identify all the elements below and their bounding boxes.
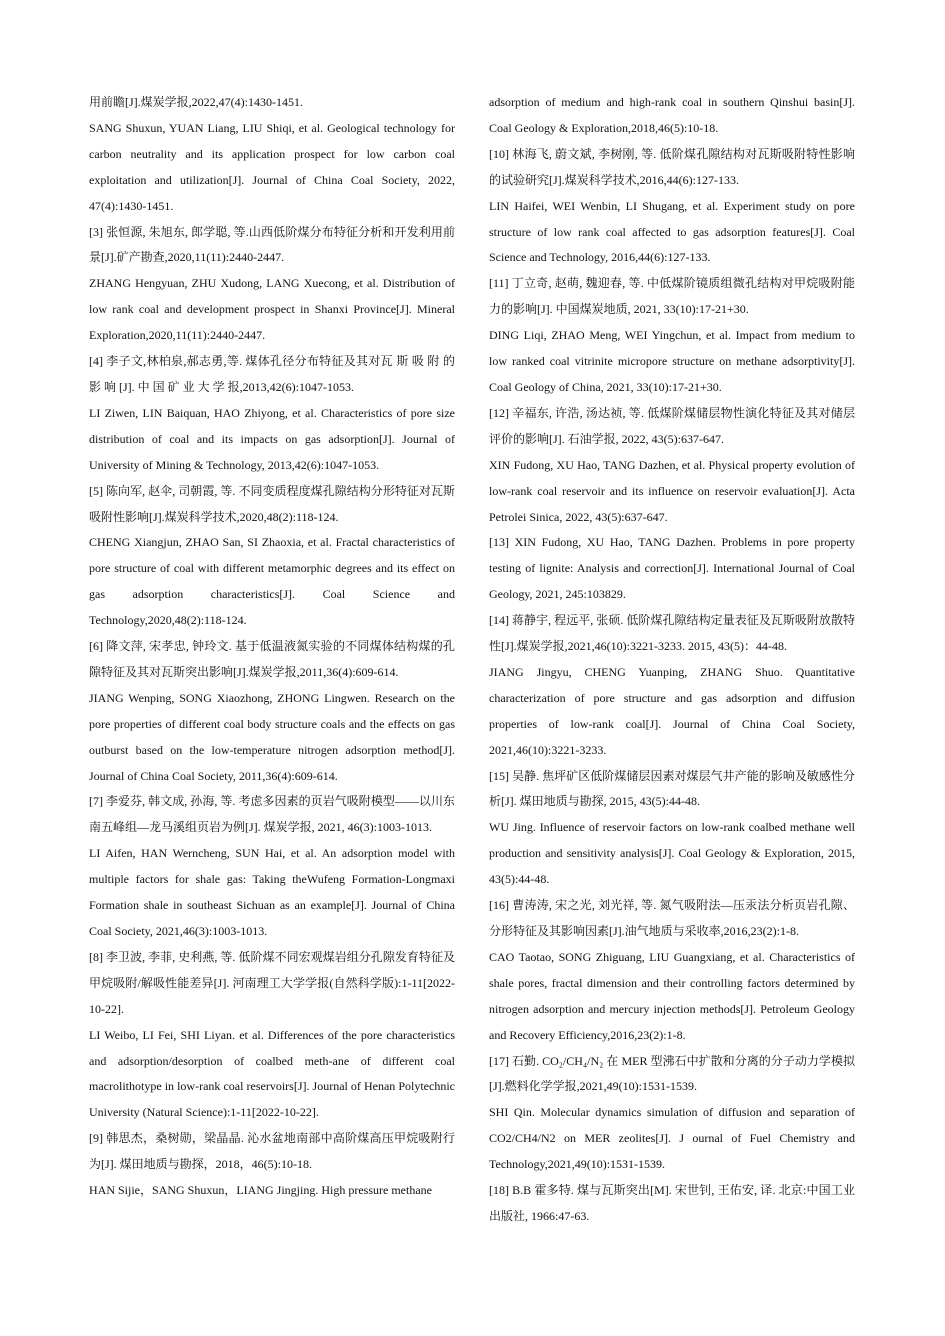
reference-entry: [14] 蒋静宇, 程远平, 张硕. 低阶煤孔隙结构定量表征及瓦斯吸附放散特性[J].煤炭学报,2021,46(10):3221-3233. 2015, 43(5)：44-48. <box>489 613 855 654</box>
reference-entry: [4] 李子文,林柏泉,郝志勇,等. 煤体孔径分布特征及其对瓦 斯 吸 附 的 影 响 [J]. 中 国 矿 业 大 学 报,2013,42(6):1047-1053. <box>89 354 455 394</box>
reference-entry: [10] 林海飞, 蔚文斌, 李树刚, 等. 低阶煤孔隙结构对瓦斯吸附特性影响的试验研究[J].煤炭科学技术,2016,44(6):127-133. <box>489 146 855 187</box>
reference-entry: [3] 张恒源, 朱旭东, 郎学聪, 等.山西低阶煤分布特征分析和开发利用前景[J].矿产勘查,2020,11(11):2440-2447. <box>89 224 455 265</box>
reference-entry: ZHANG Hengyuan, ZHU Xudong, LANG Xuecong, et al. Distribution of low rank coal and development prospect in Shanxi Province[J]. Mineral Exploration,2020,11(11):2440-2447. <box>89 276 455 343</box>
reference-entry: CAO Taotao, SONG Zhiguang, LIU Guangxiang, et al. Characteristics of shale pores, fractal dimension and their controlling factors determined by nitrogen adsorption and mercury injection methods[J]. Petroleum Geology and Recovery Efficiency,2016,23(2):1-8. <box>489 949 855 1042</box>
reference-entry: [7] 李爱芬, 韩文成, 孙海, 等. 考虑多因素的页岩气吸附模型——以川东南五峰组—龙马溪组页岩为例[J]. 煤炭学报, 2021, 46(3):1003-1013. <box>89 794 455 835</box>
reference-entry: SANG Shuxun, YUAN Liang, LIU Shiqi, et al. Geological technology for carbon neutrality and its application prospect for low carbon coal exploitation and utilization[J]. Journal of China Coal Society, 2022, 47(4):1430-1451. <box>89 120 455 213</box>
reference-entry: JIANG Jingyu, CHENG Yuanping, ZHANG Shuo. Quantitative characterization of pore structure and gas adsorption and diffusion properties of low-rank coal[J]. Journal of China Coal Society, 2021,46(10):3221-3233. <box>489 664 855 757</box>
reference-entry: LIN Haifei, WEI Wenbin, LI Shugang, et al. Experiment study on pore structure of low rank coal affected to gas adsorption features[J]. Coal Science and Technology, 2016,44(6):127-133. <box>489 198 855 265</box>
reference-entry: [13] XIN Fudong, XU Hao, TANG Dazhen. Problems in pore property testing of lignite: Analysis and correction[J]. International Journal of Coal Geology, 2021, 245:103829. <box>489 535 855 602</box>
reference-entry: [5] 陈向军, 赵伞, 司朝霞, 等. 不同变质程度煤孔隙结构分形特征对瓦斯吸附性影响[J].煤炭科学技术,2020,48(2):118-124. <box>89 483 455 524</box>
reference-entry: [11] 丁立奇, 赵萌, 魏迎春, 等. 中低煤阶镜质组微孔结构对甲烷吸附能力的影响[J]. 中国煤炭地质, 2021, 33(10):17-21+30. <box>489 276 855 317</box>
reference-entry: CHENG Xiangjun, ZHAO San, SI Zhaoxia, et al. Fractal characteristics of pore structure of coal with different metamorphic degrees and its effect on gas adsorption characteristics[J]. Coal Science and Technology,2020,48(2):118-124. <box>89 535 455 628</box>
reference-entry: [8] 李卫波, 李菲, 史利燕, 等. 低阶煤不同宏观煤岩组分孔隙发育特征及甲烷吸附/解吸性能差异[J]. 河南理工大学学报(自然科学版):1-11[2022-10-22]. <box>89 949 455 1016</box>
reference-entry: LI Weibo, LI Fei, SHI Liyan. et al. Differences of the pore characteristics and adsorption/desorption of coalbed meth‐ane of different coal macrolithotype in low-rank coal reservoirs[J]. Journal of Henan Polytechnic University (Natural Science):1-11[2022-10-22]. <box>89 1027 455 1120</box>
reference-entry: XIN Fudong, XU Hao, TANG Dazhen, et al. Physical property evolution of low-rank coal reservoir and its influence on reservoir evaluation[J]. Acta Petrolei Sinica, 2022, 43(5):637-647. <box>489 457 855 524</box>
reference-entry: HAN Sijie，SANG Shuxun，LIANG Jingjing. High pressure methane <box>89 1183 432 1198</box>
reference-entry: [18] B.B 霍多特. 煤与瓦斯突出[M]. 宋世钊, 王佑安, 译. 北京:中国工业出版社, 1966:47-63. <box>489 1183 855 1223</box>
reference-entry: [6] 降文萍, 宋孝忠, 钟玲文. 基于低温液氮实验的不同煤体结构煤的孔隙特征及其对瓦斯突出影响[J].煤炭学报,2011,36(4):609-614. <box>89 639 455 679</box>
reference-entry: LI Ziwen, LIN Baiquan, HAO Zhiyong, et al. Characteristics of pore size distribution of coal and its impacts on gas adsorption[J]. Journal of University of Mining & Technology, 2013,42(6):1047-1053. <box>89 405 455 472</box>
reference-entry: adsorption of medium and high-rank coal in southern Qinshui basin[J]. Coal Geology & Exploration,2018,46(5):10-18. <box>489 95 855 135</box>
reference-entry: 用前瞻[J].煤炭学报,2022,47(4):1430-1451. <box>89 95 303 109</box>
reference-entry: JIANG Wenping, SONG Xiaozhong, ZHONG Lingwen. Research on the pore properties of different coal body structure coals and the effects on gas outburst based on the low-temperature nitrogen adsorption method[J]. Journal of China Coal Society, 2011,36(4):609-614. <box>89 690 455 783</box>
reference-entry: [9] 韩思杰，桑树勋，梁晶晶. 沁水盆地南部中高阶煤高压甲烷吸附行为[J]. 煤田地质与勘探，2018，46(5):10-18. <box>89 1131 455 1172</box>
reference-entry: WU Jing. Influence of reservoir factors on low-rank coalbed methane well production and sensitivity analysis[J]. Coal Geology & Exploration, 2015, 43(5):44-48. <box>489 820 855 887</box>
left-reference-column <box>89 90 455 1204</box>
reference-entry: SHI Qin. Molecular dynamics simulation of diffusion and separation of CO2/CH4/N2 on MER zeolites[J]. J ournal of Fuel Chemistry and Technology,2021,49(10):1531-1539. <box>489 1105 855 1172</box>
reference-entry: [17] 石勤. CO₂/CH₄/N₂ 在 MER 型沸石中扩散和分离的分子动力学模拟[J].燃料化学学报,2021,49(10):1531-1539. <box>489 1053 855 1094</box>
reference-entry: [15] 吴静. 焦坪矿区低阶煤储层因素对煤层气井产能的影响及敏感性分析[J]. 煤田地质与勘探, 2015, 43(5):44-48. <box>489 768 855 809</box>
reference-entry: LI Aifen, HAN Werncheng, SUN Hai, et al. An adsorption model with multiple factors for shale gas: Taking theWufeng Formation-Longmaxi Formation shale in southeast Sichuan as an example[J]. Journal of China Coal Society, 2021,46(3):1003-1013. <box>89 846 455 938</box>
reference-entry: DING Liqi, ZHAO Meng, WEI Yingchun, et al. Impact from medium to low ranked coal vitrinite micropore structure on methane adsorptivity[J]. Coal Geology of China, 2021, 33(10):17-21+30. <box>489 328 855 394</box>
reference-entry: [16] 曹涛涛, 宋之光, 刘光祥, 等. 氮气吸附法—压汞法分析页岩孔隙、分形特征及其影响因素[J].油气地质与采收率,2016,23(2):1-8. <box>489 898 855 938</box>
right-reference-column <box>489 90 855 1230</box>
reference-entry: [12] 辛福东, 许浩, 汤达祯, 等. 低煤阶煤储层物性演化特征及其对储层评价的影响[J]. 石油学报, 2022, 43(5):637-647. <box>489 405 855 446</box>
